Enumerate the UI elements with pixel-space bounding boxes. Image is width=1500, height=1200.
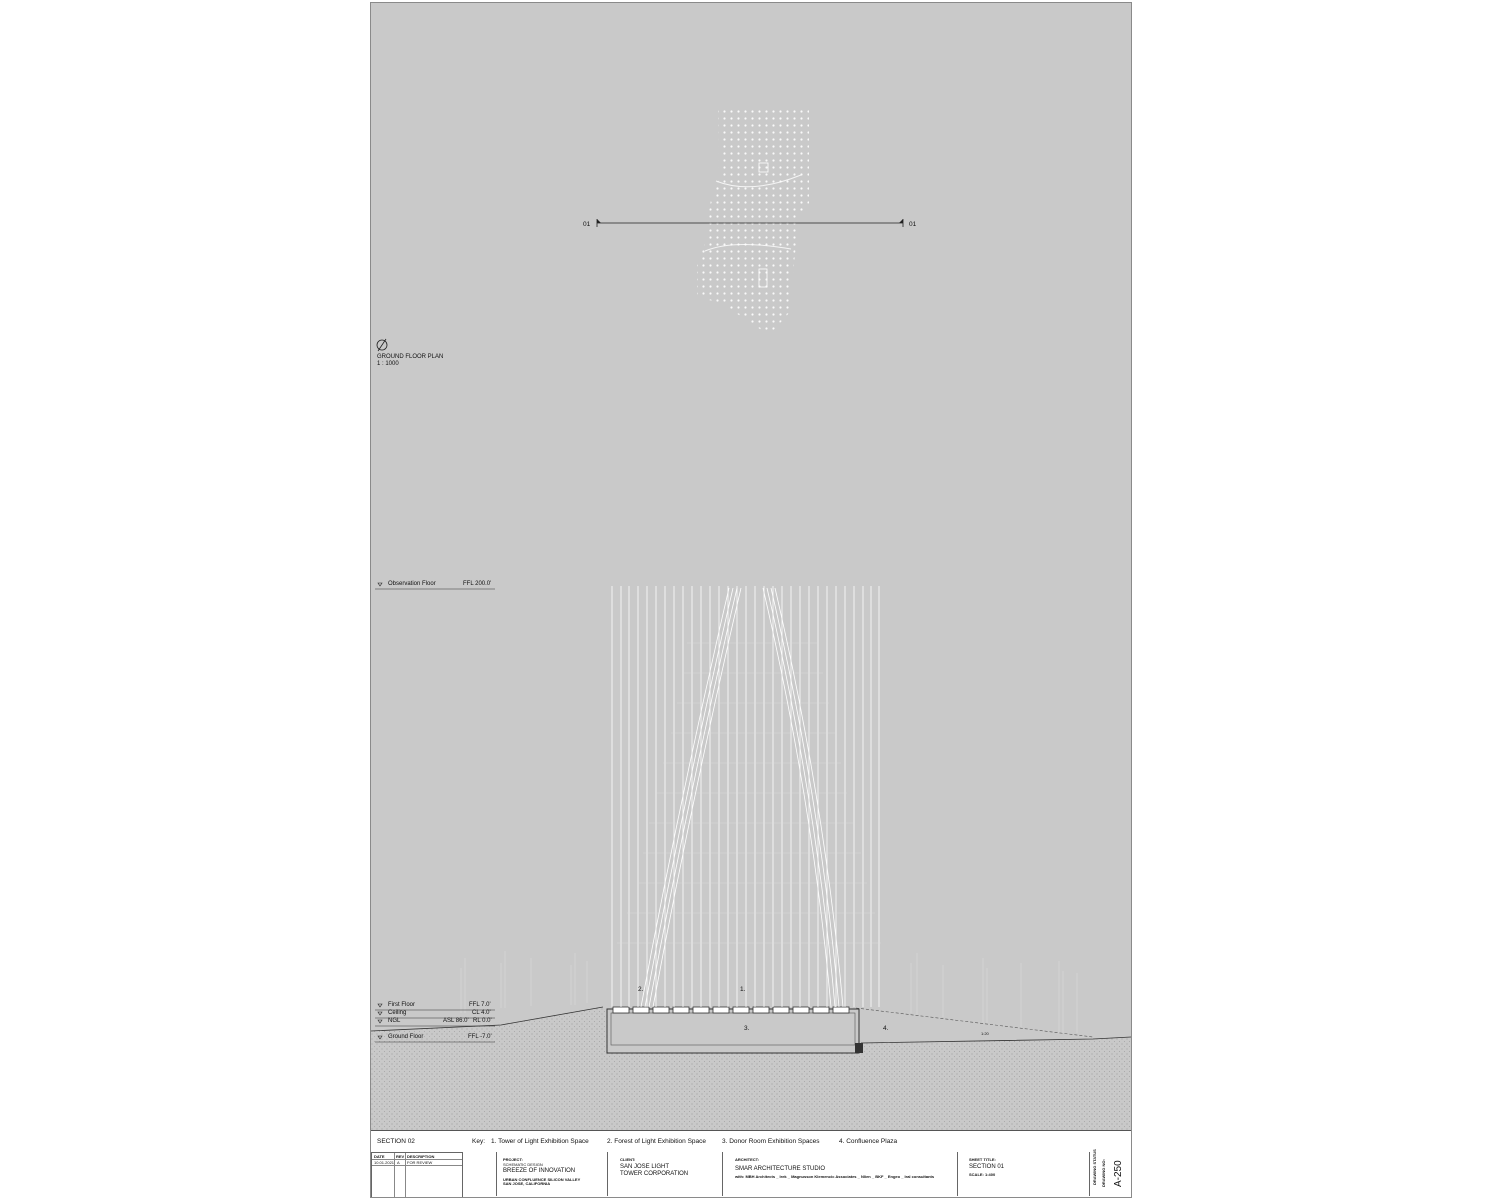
project-name: BREEZE OF INNOVATION <box>503 1168 576 1174</box>
level-ngl-name: NGL <box>388 1018 401 1024</box>
tb-divider <box>496 1152 497 1196</box>
level-ceiling-value: CL 4.0' <box>472 1010 491 1016</box>
tag-plaza: 4. <box>883 1025 889 1032</box>
key-item-4: 4. Confluence Plaza <box>839 1138 898 1145</box>
level-marker-icon <box>378 583 382 1039</box>
drawing-sheet <box>370 2 1132 1198</box>
tag-forest: 2. <box>638 986 644 993</box>
plan-title: GROUND FLOOR PLAN <box>377 354 444 360</box>
scale-label: SCALE: 1:400 <box>969 1172 996 1177</box>
tb-divider <box>722 1152 723 1196</box>
tower-diagonal-curves <box>641 588 843 1007</box>
architect-label: ARCHITECT: <box>735 1157 759 1162</box>
level-observation-value: FFL 200.0' <box>463 581 492 587</box>
plan-scale: 1 : 1000 <box>377 361 399 367</box>
rev-header-date: DATE <box>374 1154 385 1159</box>
tb-divider <box>607 1152 608 1196</box>
level-ngl-asl: ASL 86.0' <box>443 1018 469 1024</box>
tb-divider <box>957 1152 958 1196</box>
plaza-ramp-line <box>856 1008 1093 1037</box>
level-ground-floor-name: Ground Floor <box>388 1034 424 1040</box>
sheet-title: SECTION 01 <box>969 1164 1005 1170</box>
level-ground-floor-value: FFL -7.0' <box>468 1034 492 1040</box>
level-first-floor-name: First Floor <box>388 1002 415 1008</box>
architect-consultants: with: MBH Architects _ Irek _ Magnusson Klemencic Associates _ Nlien _ BKF _ Engeo _ Iral consultants <box>735 1174 935 1179</box>
key-item-1: 1. Tower of Light Exhibition Space <box>491 1138 589 1145</box>
level-lines <box>375 589 495 1042</box>
client-name-1: SAN JOSE LIGHT <box>620 1164 670 1170</box>
drawing-canvas <box>371 3 1131 1130</box>
level-first-floor-value: FFL 7.0' <box>469 1002 491 1008</box>
tower-floor-lines <box>617 643 881 943</box>
tb-divider <box>1089 1152 1090 1196</box>
sheet-title-label: SHEET TITLE: <box>969 1157 996 1162</box>
drawing-number: A-250 <box>1113 1160 1124 1187</box>
key-item-2: 2. Forest of Light Exhibition Space <box>607 1138 707 1145</box>
section-marker-left: 01 <box>583 221 591 228</box>
client-label: CLIENT: <box>620 1157 636 1162</box>
key-label: Key: <box>472 1138 486 1145</box>
plan-footprint <box>697 107 809 335</box>
key-item-3: 3. Donor Room Exhibition Spaces <box>722 1138 820 1145</box>
revision-table <box>371 1152 463 1198</box>
project-stage: SCHEMATIC DESIGN <box>503 1162 543 1167</box>
north-arrow-icon <box>377 339 387 351</box>
drawing-status-label: DRAWING STATUS <box>1092 1149 1097 1185</box>
rev-header-description: DESCRIPTION <box>407 1154 435 1159</box>
client-name-2: TOWER CORPORATION <box>620 1171 689 1177</box>
section-arrow-icon <box>899 219 903 223</box>
architect-name: SMAR ARCHITECTURE STUDIO <box>735 1166 826 1172</box>
rev-date: 10.01.2021 <box>374 1160 395 1165</box>
ground-floor-plan <box>597 107 903 335</box>
rev-header-rev: REV <box>396 1154 405 1159</box>
drawing-no-label: DRAWING NO: <box>1101 1159 1106 1187</box>
rev-description: FOR REVIEW <box>407 1160 433 1165</box>
basement-exhibition <box>607 1009 863 1053</box>
project-label: PROJECT: <box>503 1157 523 1162</box>
section-marker-right: 01 <box>909 221 917 228</box>
level-observation-name: Observation Floor <box>388 581 436 587</box>
project-address-1: URBAN CONFLUENCE SILICON VALLEY <box>503 1177 581 1182</box>
level-ngl-value: RL 0.0' <box>473 1018 492 1024</box>
rev-letter: A <box>397 1160 400 1165</box>
project-address-2: SAN JOSE, CALIFORNIA <box>503 1181 551 1186</box>
tower-rods <box>612 586 879 1007</box>
section-arrow-icon <box>597 219 601 223</box>
section-title: SECTION 02 <box>377 1138 415 1145</box>
tag-tower: 1. <box>740 986 746 993</box>
tag-donor: 3. <box>744 1025 750 1032</box>
title-block <box>371 1130 1131 1198</box>
level-ceiling-name: Ceiling <box>388 1010 407 1016</box>
slope-label: 1:20 <box>981 1031 989 1036</box>
